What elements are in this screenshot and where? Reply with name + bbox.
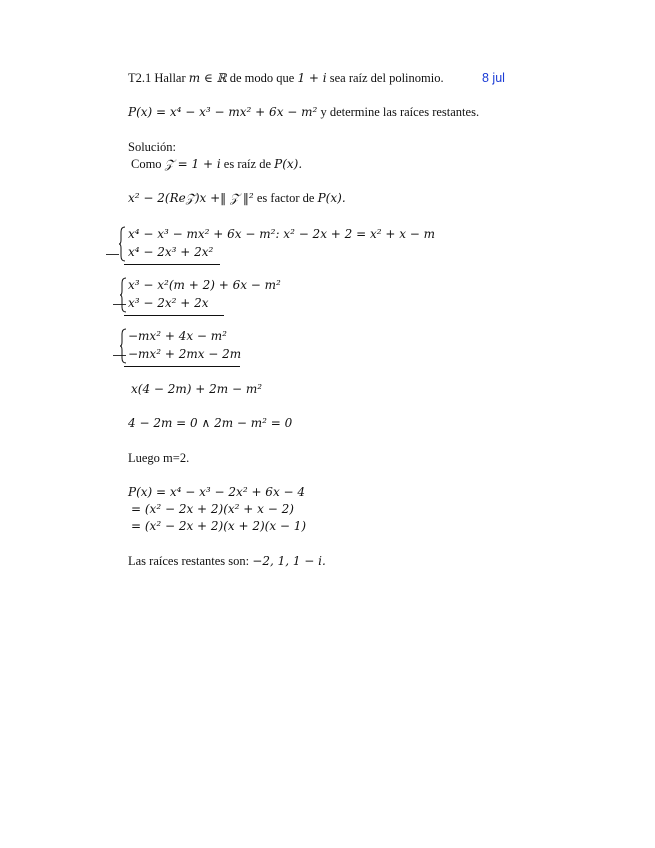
- solution-l1-b: es raíz de: [223, 157, 271, 171]
- problem-text-a: Hallar: [154, 71, 186, 85]
- division-step1-subtrahend: x⁴ − 2x³ + 2x²: [128, 245, 214, 259]
- date-annotation: 8 jul: [482, 71, 505, 85]
- division-rule-3: [124, 366, 240, 367]
- problem-math-b: 1 + i: [297, 71, 327, 85]
- problem-math-a: m ∈ ℝ: [188, 71, 227, 85]
- problem-text-c: sea raíz del polinomio.: [329, 71, 444, 85]
- division-step3-dividend: −mx² + 4x − m²: [128, 329, 227, 343]
- factor-p: P(x).: [317, 191, 346, 205]
- division-step1-dividend: x⁴ − x³ − mx² + 6x − m²: x² − 2x + 2 = x² + x − m: [128, 227, 436, 241]
- conclusion: Luego m=2.: [128, 451, 190, 465]
- roots-text: Las raíces restantes son:: [128, 554, 250, 568]
- division-step2-dividend: x³ − x²(m + 2) + 6x − m²: [128, 278, 281, 292]
- factor-line: [128, 190, 346, 206]
- division-step2-subtrahend: x³ − 2x² + 2x: [128, 296, 209, 310]
- solution-heading: Solución:: [128, 140, 176, 154]
- solution-line-1: [131, 156, 302, 172]
- division-brace-1: [119, 226, 127, 262]
- solution-l1-z: 𝒵 = 1 + i: [164, 157, 221, 171]
- division-step3-subtrahend: −mx² + 2mx − 2m: [128, 347, 242, 361]
- problem-statement: [128, 70, 444, 86]
- factorization-line-3: = (x² − 2x + 2)(x + 2)(x − 1): [131, 519, 307, 533]
- polynomial-line: [128, 104, 479, 120]
- minus-sign-1: —: [106, 246, 119, 261]
- roots-line: [128, 553, 326, 569]
- factor-expression: x² − 2(Re𝒵)x +‖ 𝒵 ‖²: [128, 191, 254, 205]
- polynomial-tail: y determine las raíces restantes.: [320, 105, 480, 119]
- roots-values: −2, 1, 1 − i.: [252, 554, 326, 568]
- remainder: x(4 − 2m) + 2m − m²: [131, 382, 263, 396]
- division-rule-1: [124, 264, 220, 265]
- problem-text-b: de modo que: [229, 71, 295, 85]
- division-rule-2: [124, 315, 224, 316]
- minus-sign-3: —: [113, 347, 126, 362]
- problem-label: T2.1: [128, 71, 152, 85]
- polynomial: P(x) = x⁴ − x³ − mx² + 6x − m²: [128, 105, 318, 119]
- solution-l1-a: Como: [131, 157, 162, 171]
- conditions: 4 − 2m = 0 ∧ 2m − m² = 0: [128, 416, 293, 430]
- minus-sign-2: —: [113, 296, 126, 311]
- factorization-line-1: P(x) = x⁴ − x³ − 2x² + 6x − 4: [128, 485, 306, 499]
- factorization-line-2: = (x² − 2x + 2)(x² + x − 2): [131, 502, 294, 516]
- solution-l1-p: P(x).: [274, 157, 303, 171]
- factor-text: es factor de: [256, 191, 315, 205]
